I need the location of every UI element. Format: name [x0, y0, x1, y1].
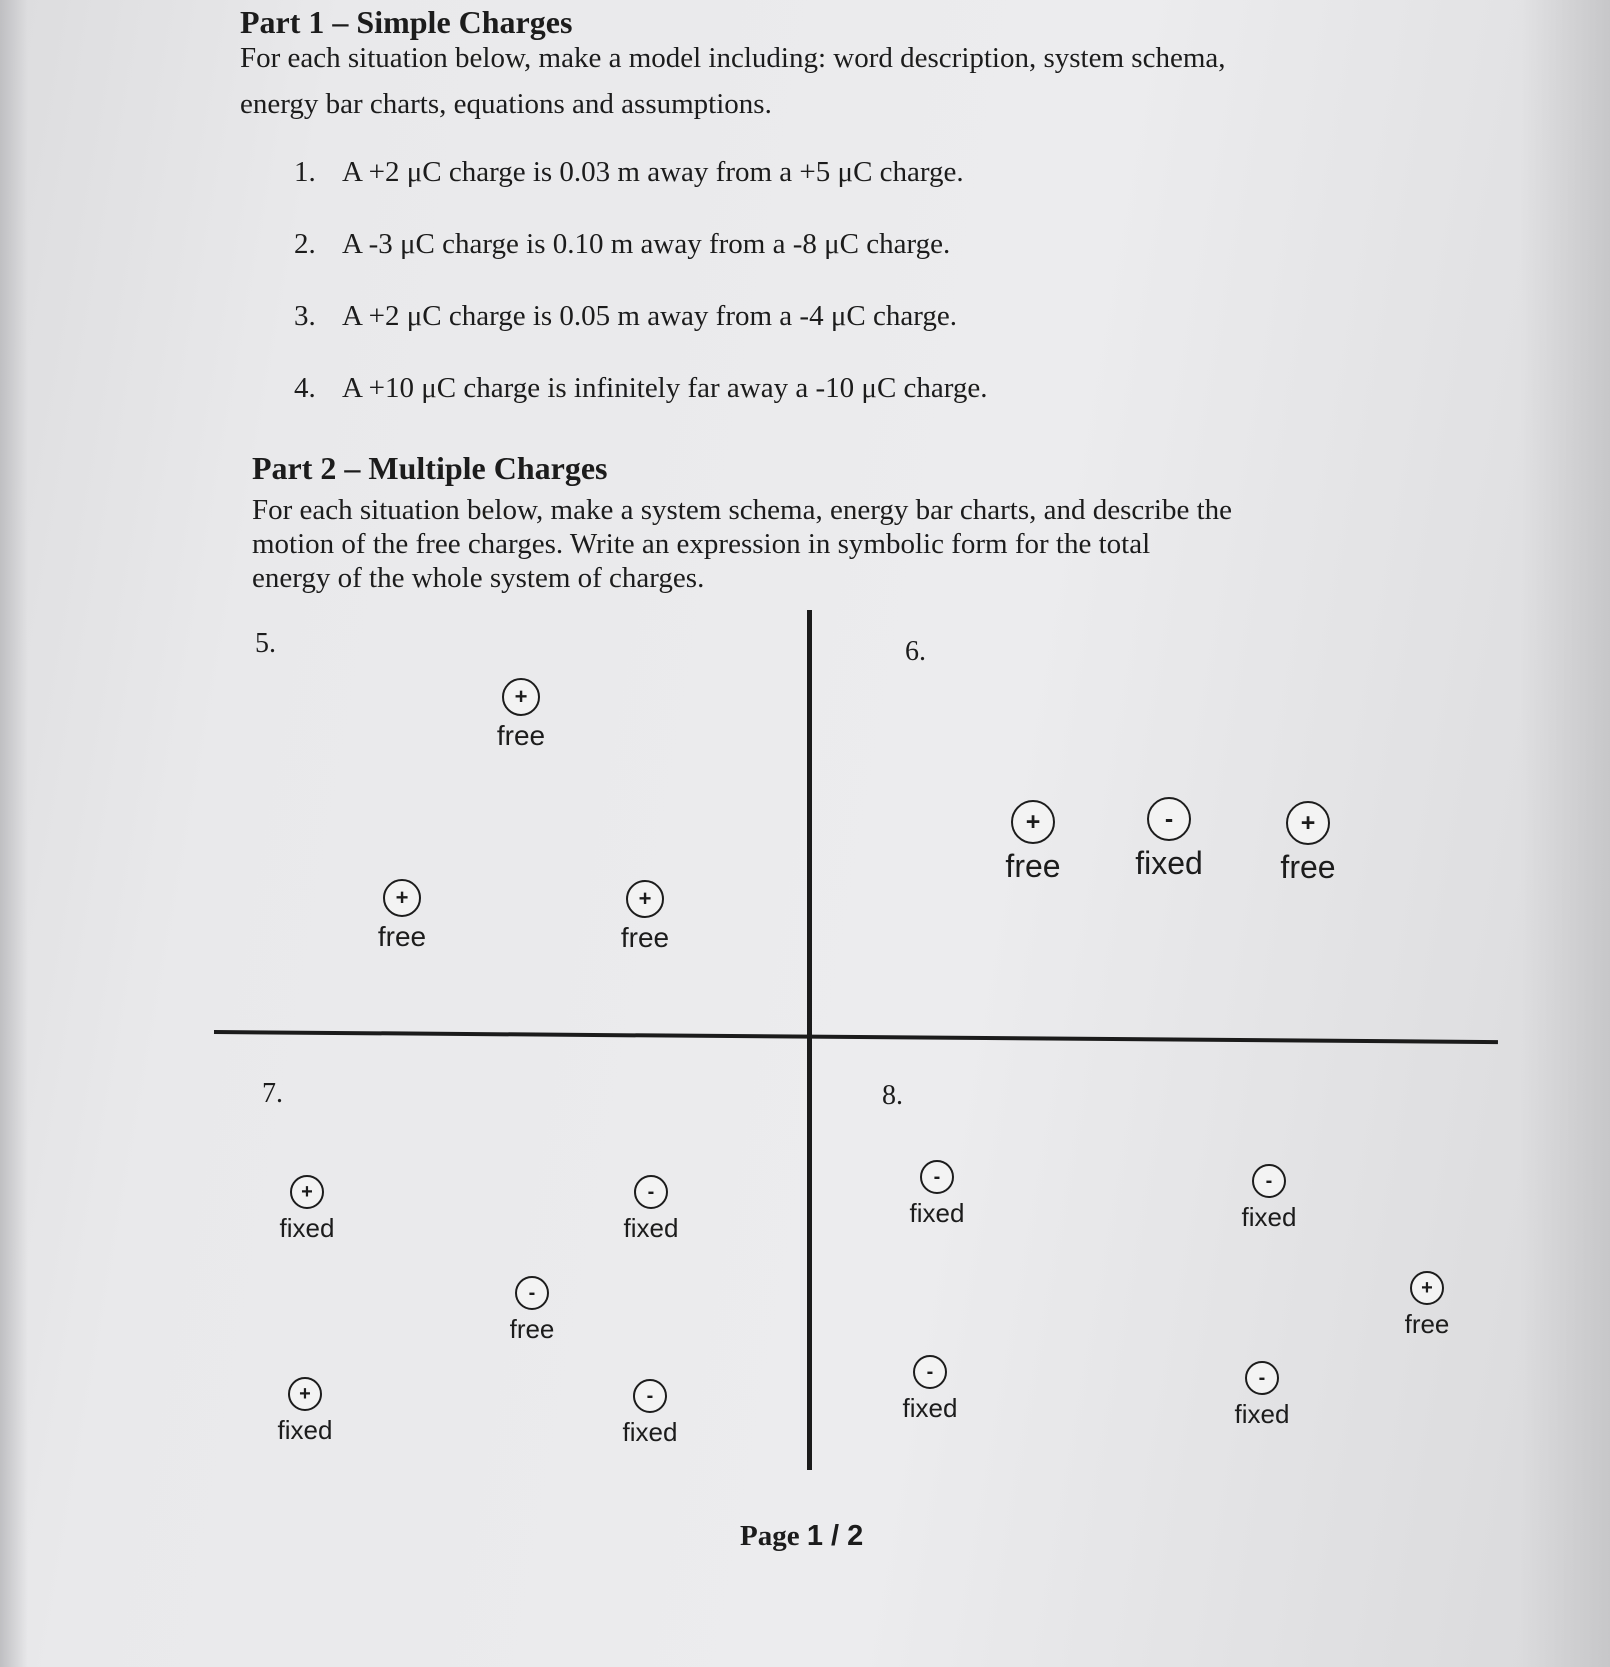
problem-text: A -3 μC charge is 0.10 m away from a -8 μC charge. — [342, 228, 951, 260]
positive-charge-icon: + — [626, 880, 664, 918]
problem-number: 4. — [294, 372, 316, 404]
q8-charge-top-right — [1209, 1164, 1329, 1230]
positive-charge-icon: + — [1286, 801, 1330, 845]
part1-heading: Part 1 – Simple Charges — [240, 4, 573, 40]
q5-charge-top — [461, 678, 581, 750]
charge-state-label: free — [1404, 1309, 1450, 1339]
problem-text: A +2 μC charge is 0.03 m away from a +5 μC charge. — [342, 156, 964, 188]
problem-2 — [294, 228, 950, 261]
page-number: 1 / 2 — [806, 1520, 864, 1552]
negative-charge-icon: - — [1245, 1361, 1279, 1395]
negative-charge-icon: - — [920, 1160, 954, 1194]
q6-charge-right — [1248, 801, 1368, 883]
q7-charge-top-left — [247, 1175, 367, 1241]
page-word: Page — [740, 1520, 800, 1552]
q5-charge-left — [342, 879, 462, 951]
part2-instructions-line3: energy of the whole system of charges. — [252, 562, 705, 594]
negative-charge-icon: - — [515, 1276, 549, 1310]
charge-state-label: free — [509, 1314, 555, 1344]
negative-charge-icon: - — [913, 1355, 947, 1389]
part2-instructions-line2: motion of the free charges. Write an expression in symbolic form for the total — [252, 528, 1151, 560]
positive-charge-icon: + — [288, 1377, 322, 1411]
charge-state-label: fixed — [1234, 1399, 1290, 1429]
q7-charge-center — [472, 1276, 592, 1342]
positive-charge-icon: + — [1011, 800, 1055, 844]
q8-charge-bottom-right — [1202, 1361, 1322, 1427]
q6-charge-middle — [1109, 797, 1229, 879]
positive-charge-icon: + — [502, 678, 540, 716]
negative-charge-icon: - — [1147, 797, 1191, 841]
problem-number: 3. — [294, 300, 316, 332]
positive-charge-icon: + — [1410, 1271, 1444, 1305]
question-6-label: 6. — [905, 636, 926, 667]
charge-state-label: fixed — [909, 1198, 965, 1228]
charge-state-label: free — [620, 922, 670, 953]
q6-charge-left — [973, 800, 1093, 882]
page-indicator — [740, 1520, 863, 1553]
charge-state-label: fixed — [1241, 1202, 1297, 1232]
problem-number: 2. — [294, 228, 316, 260]
charge-state-label: fixed — [279, 1213, 335, 1243]
charge-state-label: fixed — [623, 1213, 679, 1243]
charge-state-label: fixed — [902, 1393, 958, 1423]
charge-state-label: free — [1005, 848, 1061, 884]
question-5-label: 5. — [255, 628, 276, 659]
q8-charge-right-free — [1367, 1271, 1487, 1337]
q5-charge-right — [585, 880, 705, 952]
problem-1 — [294, 156, 964, 189]
part1-instructions-line2: energy bar charts, equations and assumptions. — [240, 88, 772, 120]
problem-text: A +2 μC charge is 0.05 m away from a -4 μC charge. — [342, 300, 957, 332]
q7-charge-top-right — [591, 1175, 711, 1241]
vertical-divider — [807, 610, 812, 1470]
positive-charge-icon: + — [383, 879, 421, 917]
charge-state-label: free — [496, 720, 546, 751]
positive-charge-icon: + — [290, 1175, 324, 1209]
q7-charge-bottom-right — [590, 1379, 710, 1445]
part2-instructions-line1: For each situation below, make a system schema, energy bar charts, and describe the — [252, 494, 1233, 526]
q7-charge-bottom-left — [245, 1377, 365, 1443]
charge-state-label: fixed — [1135, 845, 1203, 881]
horizontal-divider — [214, 1030, 1498, 1044]
charge-state-label: fixed — [622, 1417, 678, 1447]
q8-charge-top-left — [877, 1160, 997, 1226]
problem-number: 1. — [294, 156, 316, 188]
negative-charge-icon: - — [633, 1379, 667, 1413]
negative-charge-icon: - — [1252, 1164, 1286, 1198]
problem-text: A +10 μC charge is infinitely far away a -10 μC charge. — [342, 372, 988, 404]
charge-state-label: free — [1280, 849, 1336, 885]
question-8-label: 8. — [882, 1080, 903, 1111]
charge-state-label: fixed — [277, 1415, 333, 1445]
negative-charge-icon: - — [634, 1175, 668, 1209]
part1-instructions-line1: For each situation below, make a model including: word description, system schema, — [240, 42, 1226, 74]
q8-charge-bottom-left — [870, 1355, 990, 1421]
problem-4 — [294, 372, 988, 405]
part2-heading: Part 2 – Multiple Charges — [252, 450, 608, 486]
question-7-label: 7. — [262, 1078, 283, 1109]
problem-3 — [294, 300, 957, 333]
charge-state-label: free — [377, 921, 427, 952]
